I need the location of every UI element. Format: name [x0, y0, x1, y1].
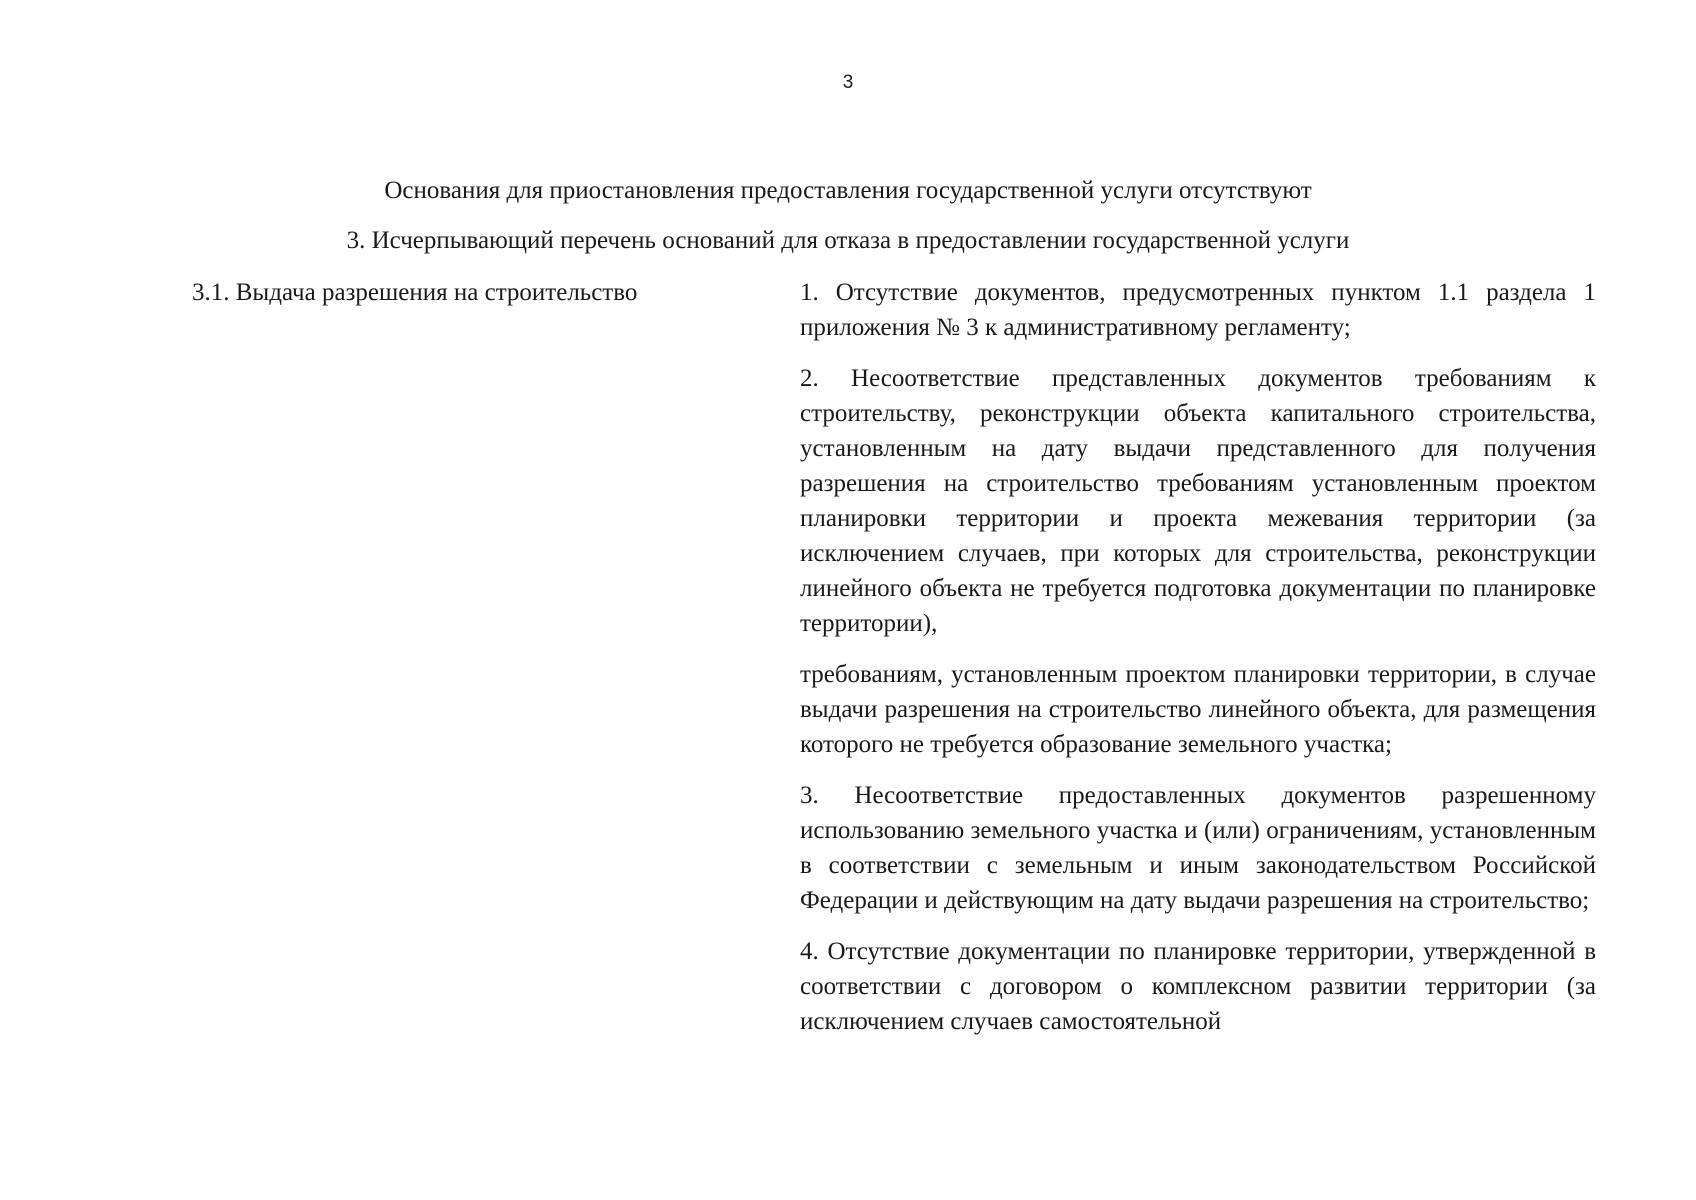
refusal-ground-item: 2. Несоответствие представленных документов требованиям к строительству, реконструкции объекта капитального строительства, установленным на дату выдачи представленного для получения разрешения на строительство требованиям установленным проектом планировки территории и проекта межевания территории (за исключением случаев, при которых для строительства, реконструкции линейного объекта не требуется подготовка документации по планировке территории),: [800, 365, 1596, 637]
section-heading: 3. Исчерпывающий перечень оснований для отказа в предоставлении государственной услуги: [346, 227, 1350, 254]
refusal-grounds-list: [800, 275, 1596, 1055]
refusal-ground-item: требованиям, установленным проектом планировки территории, в случае выдачи разрешения на строительство линейного объекта, для размещения которого не требуется образование земельного участка;: [800, 661, 1596, 758]
subsection-label: 3.1. Выдача разрешения на строительство: [192, 279, 638, 306]
page-number: 3: [842, 72, 854, 93]
refusal-ground-item: 4. Отсутствие документации по планировке территории, утвержденной в соответствии с договором о комплексном развитии территории (за исключением случаев самостоятельной: [800, 938, 1596, 1035]
refusal-ground-item: 1. Отсутствие документов, предусмотренных пунктом 1.1 раздела 1 приложения № 3 к административному регламенту;: [800, 279, 1596, 341]
refusal-ground-item: 3. Несоответствие предоставленных документов разрешенному использованию земельного участка и (или) ограничениям, установленным в соответствии с земельным и иным законодательством Российской Федерации и действующим на дату выдачи разрешения на строительство;: [800, 782, 1596, 914]
suspension-notice: Основания для приостановления предоставления государственной услуги отсутствуют: [384, 177, 1312, 204]
